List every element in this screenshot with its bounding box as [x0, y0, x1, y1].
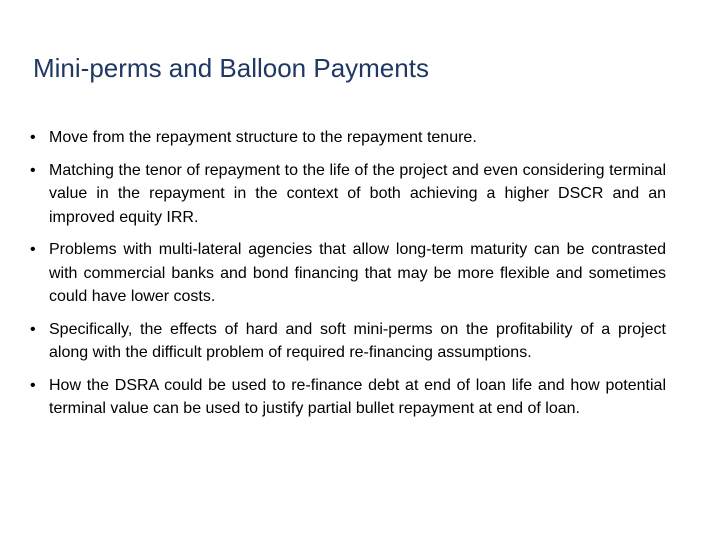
bullet-text: Move from the repayment structure to the repayment tenure. — [49, 129, 477, 146]
bullet-glyph: • — [30, 376, 36, 394]
bullet-item-5 — [30, 374, 666, 421]
bullet-glyph: • — [30, 241, 36, 258]
bullet-glyph: • — [30, 320, 36, 338]
bullet-list — [30, 126, 666, 430]
bullet-glyph: • — [30, 129, 36, 146]
bullet-item-3 — [30, 238, 666, 309]
bullet-item-2 — [30, 159, 666, 230]
bullet-text: Specifically, the effects of hard and soft mini-perms on the profitability of a project along with the difficult problem of required re-financing assumptions. — [49, 320, 666, 361]
bullet-text: How the DSRA could be used to re-finance debt at end of loan life and how potential terminal value can be used to justify partial bullet repayment at end of loan. — [49, 376, 666, 417]
bullet-glyph: • — [30, 161, 36, 179]
slide-title: Mini-perms and Balloon Payments — [33, 53, 429, 83]
bullet-item-4 — [30, 318, 666, 365]
bullet-item-1 — [30, 126, 666, 150]
bullet-text: Matching the tenor of repayment to the life of the project and even considering terminal value in the repayment in the context of both achieving a higher DSCR and an improved equity IRR. — [49, 161, 666, 226]
bullet-text: Problems with multi-lateral agencies that allow long-term maturity can be contrasted with commercial banks and bond financing that may be more flexible and sometimes could have lower costs. — [49, 241, 666, 305]
